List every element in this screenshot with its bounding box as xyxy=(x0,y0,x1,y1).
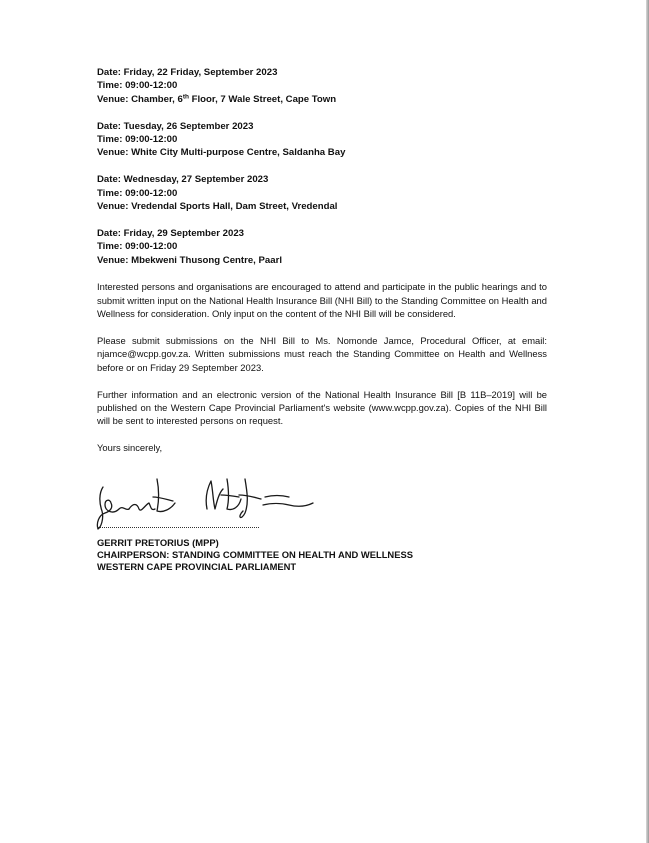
paragraph-submissions: Please submit submissions on the NHI Bill to Ms. Nomonde Jamce, Procedural Officer, at email: njamce@wcpp.gov.za. Written submissions must reach the Standing Committee on Health and Wellness before or on Friday 29 September 2023. xyxy=(97,335,547,373)
venue-text: Venue: Chamber, 6 xyxy=(97,93,183,105)
schedule-date: Date: Wednesday, 27 September 2023 xyxy=(97,174,269,186)
schedule-venue: Venue: White City Multi-purpose Centre, Saldanha Bay xyxy=(97,147,346,159)
schedule-venue xyxy=(97,93,547,106)
schedule-time: Time: 09:00-12:00 xyxy=(97,187,178,199)
signature-block xyxy=(97,537,547,574)
paragraph-invitation: Interested persons and organisations are encouraged to attend and participate in the public hearings and to submit written input on the National Health Insurance Bill (NHI Bill) to the Standing Committee on Health and Wellness for consideration. Only input on the content of the NHI Bill will be considered. xyxy=(97,281,547,320)
schedule-date: Date: Friday, 22 Friday, September 2023 xyxy=(97,67,278,78)
closing-salutation: Yours sincerely, xyxy=(97,442,163,454)
venue-text: Floor, 7 Wale Street, Cape Town xyxy=(188,93,337,105)
letter-body xyxy=(97,66,547,574)
schedule-venue: Venue: Vredendal Sports Hall, Dam Street, Vredendal xyxy=(97,201,338,213)
signature-line xyxy=(97,527,259,528)
schedule-entry-1 xyxy=(97,66,547,106)
paragraph-further-information: Further information and an electronic version of the National Health Insurance Bill [B 11B–2019] will be published on the Western Cape Provincial Parliament's website (www.wcpp.gov.za). Copies of the NHI Bill will be sent to interested persons on request. xyxy=(97,388,547,427)
handwritten-signature xyxy=(93,469,323,533)
schedule-entry-4 xyxy=(97,227,547,267)
schedule-venue: Venue: Mbekweni Thusong Centre, Paarl xyxy=(97,254,282,266)
schedule-time: Time: 09:00-12:00 xyxy=(97,80,178,92)
ordinal-suffix: th xyxy=(182,93,189,101)
signatory-name: GERRIT PRETORIUS (MPP) xyxy=(97,536,219,548)
schedule-time: Time: 09:00-12:00 xyxy=(97,241,178,253)
signature-area xyxy=(97,469,547,537)
schedule-entry-2 xyxy=(97,120,547,160)
schedule-date: Date: Friday, 29 September 2023 xyxy=(97,227,244,239)
schedule-entry-3 xyxy=(97,173,547,213)
signatory-title: CHAIRPERSON: STANDING COMMITTEE ON HEALTH AND WELLNESS xyxy=(97,549,413,561)
signatory-organisation: WESTERN CAPE PROVINCIAL PARLIAMENT xyxy=(97,561,297,573)
schedule-time: Time: 09:00-12:00 xyxy=(97,134,178,146)
schedule-date: Date: Tuesday, 26 September 2023 xyxy=(97,120,254,132)
